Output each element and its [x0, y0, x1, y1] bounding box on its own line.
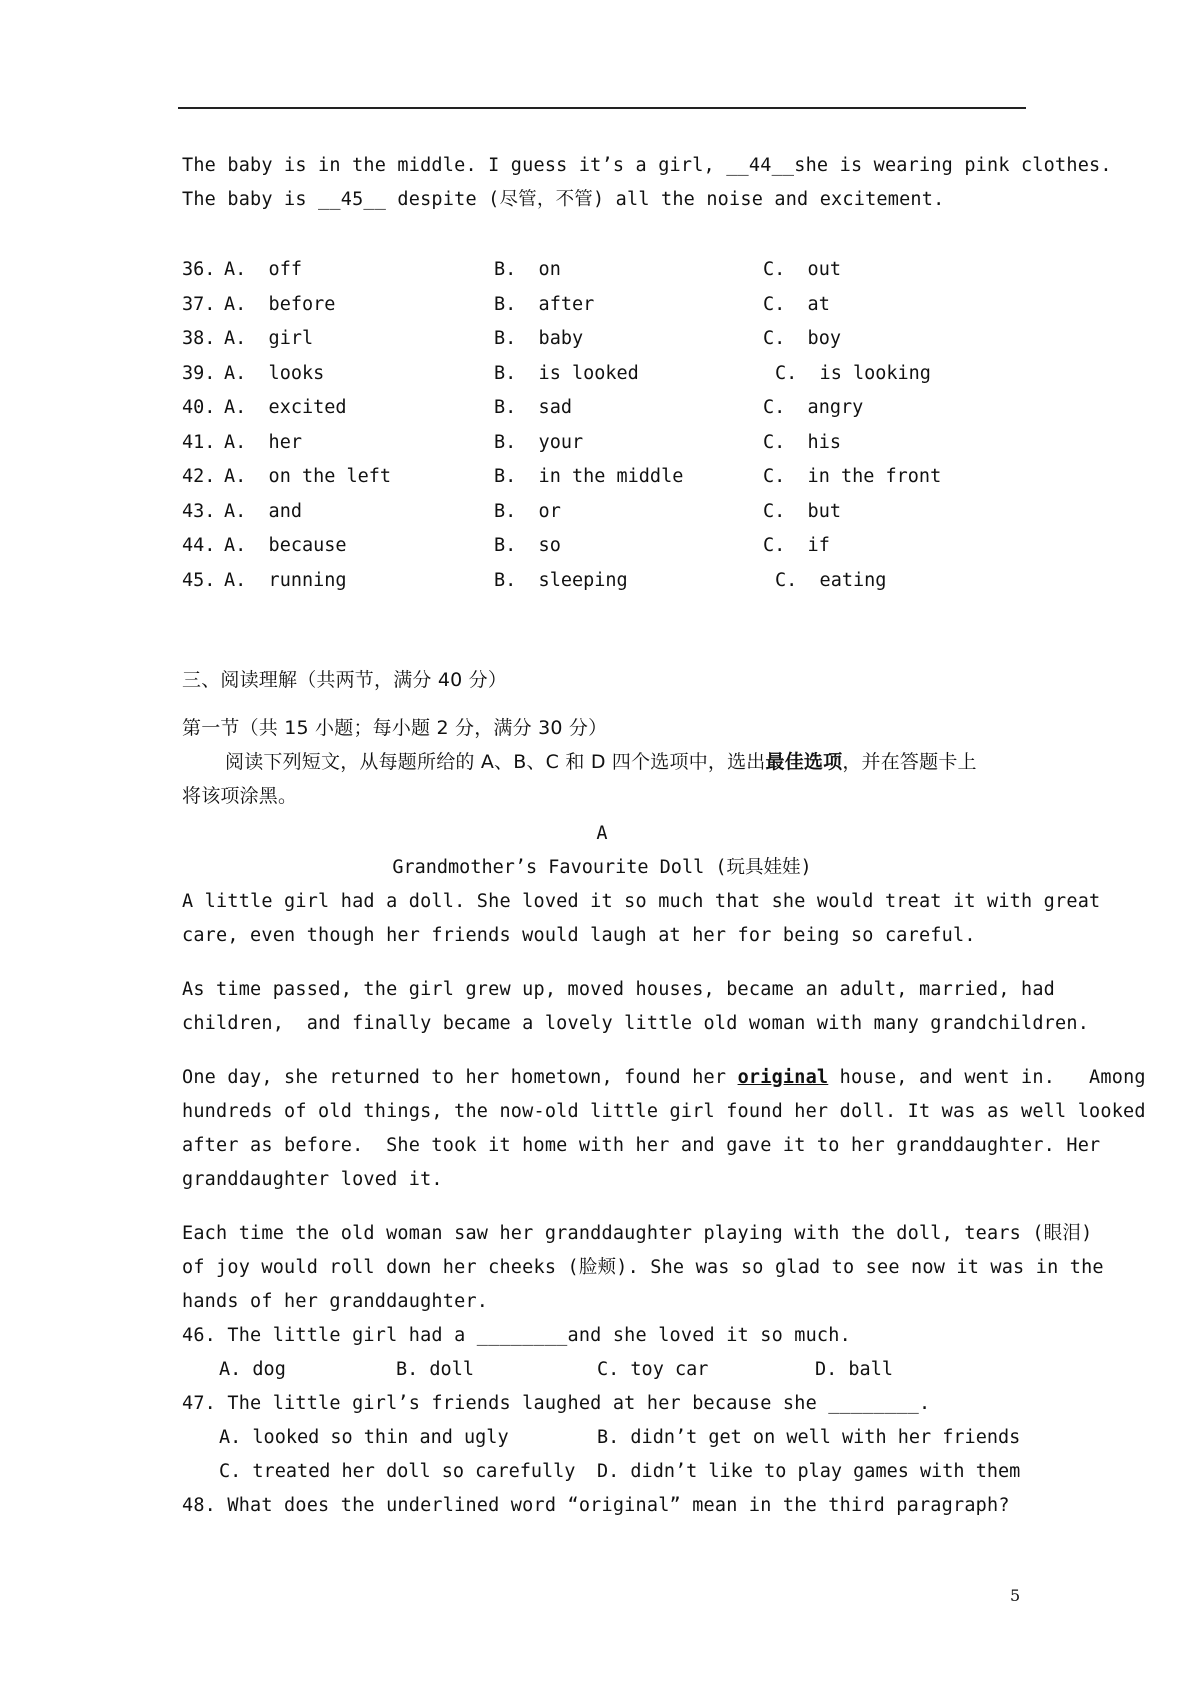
instructions: 阅读下列短文，从每题所给的 A、B、C 和 D 四个选项中，选出最佳选项，并在答题卡上 [225, 751, 977, 773]
cloze-option-number: 42. [182, 466, 216, 487]
cloze-option-c: C. boy [763, 328, 841, 349]
passage-line-44: The baby is in the middle. I guess it’s a girl, __44__she is wearing pink clothes. [182, 155, 1112, 176]
cloze-option-c: C. at [763, 293, 830, 315]
cloze-option-number: 41. [182, 431, 216, 453]
question-46: 46. The little girl had a ________and she loved it so much. [182, 1325, 851, 1346]
cloze-option-number: 36. [182, 259, 216, 280]
cloze-option-c: C. eating [775, 569, 887, 591]
cloze-option-number: 38. [182, 328, 216, 349]
cloze-option-a: A. excited [224, 397, 347, 418]
cloze-option-number: 37. [182, 293, 216, 315]
cloze-option-c: C. but [763, 500, 841, 522]
cloze-option-number: 44. [182, 535, 216, 556]
p2-line1: As time passed, the girl grew up, moved houses, became an adult, married, had [182, 979, 1056, 1000]
cloze-option-a: A. her [224, 431, 302, 453]
cloze-option-number: 45. [182, 569, 216, 591]
p3-line3: after as before. She took it home with her and gave it to her granddaughter. Her [182, 1135, 1101, 1156]
q47-option-c: C. treated her doll so carefully [219, 1461, 576, 1482]
cloze-option-c: C. if [763, 535, 830, 556]
cloze-option-number: 40. [182, 397, 216, 418]
cloze-option-a: A. girl [224, 328, 314, 349]
cloze-option-a: A. because [224, 535, 347, 556]
passage-label: A [596, 823, 608, 844]
p4-line3: hands of her granddaughter. [182, 1291, 489, 1312]
cloze-option-b: B. or [494, 500, 561, 522]
header-rule [178, 107, 1026, 109]
q47-option-a: A. looked so thin and ugly [219, 1427, 509, 1448]
q46-option-b: B. doll [396, 1359, 474, 1380]
instructions-line2: 将该项涂黑。 [182, 785, 298, 807]
cloze-option-a: A. before [224, 293, 336, 315]
cloze-option-c: C. is looking [775, 362, 931, 384]
cloze-option-c: C. angry [763, 397, 864, 418]
passage-title: Grandmother’s Favourite Doll (玩具娃娃) [392, 857, 812, 878]
passage-line-45: The baby is __45__ despite (尽管，不管) all the noise and excitement. [182, 189, 945, 210]
cloze-option-c: C. his [763, 431, 841, 453]
page-number: 5 [1010, 1586, 1021, 1605]
cloze-option-c: C. in the front [763, 466, 942, 487]
q46-option-d: D. ball [815, 1359, 893, 1380]
cloze-option-b: B. after [494, 293, 595, 315]
part-title: 第一节（共 15 小题；每小题 2 分，满分 30 分） [182, 717, 608, 739]
p2-line2: children, and finally became a lovely little old woman with many grandchildren. [182, 1013, 1090, 1034]
p4-line1: Each time the old woman saw her granddaughter playing with the doll, tears (眼泪) [182, 1223, 1093, 1244]
question-47: 47. The little girl’s friends laughed at her because she ________. [182, 1393, 931, 1414]
cloze-option-c: C. out [763, 259, 841, 280]
p1-line1: A little girl had a doll. She loved it so much that she would treat it with great [182, 891, 1101, 912]
cloze-option-b: B. sad [494, 397, 572, 418]
cloze-option-a: A. off [224, 259, 302, 280]
cloze-option-number: 43. [182, 500, 216, 522]
p3-line1: One day, she returned to her hometown, found her original house, and went in. Among [182, 1067, 1146, 1088]
cloze-option-b: B. your [494, 431, 584, 453]
q46-option-c: C. toy car [597, 1359, 709, 1380]
cloze-option-b: B. sleeping [494, 569, 628, 591]
q47-option-b: B. didn’t get on well with her friends [597, 1427, 1021, 1448]
cloze-option-b: B. baby [494, 328, 584, 349]
underlined-word: original [737, 1067, 829, 1088]
question-48: 48. What does the underlined word “original” mean in the third paragraph? [182, 1495, 1010, 1516]
section-title: 三、阅读理解（共两节，满分 40 分） [182, 669, 508, 691]
instructions-emphasis: 最佳选项 [765, 751, 843, 773]
cloze-option-b: B. in the middle [494, 466, 684, 487]
cloze-option-b: B. on [494, 259, 561, 280]
p3-line2: hundreds of old things, the now-old little girl found her doll. It was as well looked [182, 1101, 1146, 1122]
cloze-option-a: A. on the left [224, 466, 392, 487]
q46-option-a: A. dog [219, 1359, 286, 1380]
cloze-option-b: B. is looked [494, 362, 639, 384]
p3-line4: granddaughter loved it. [182, 1169, 443, 1190]
cloze-option-a: A. and [224, 500, 302, 522]
cloze-option-a: A. looks [224, 362, 325, 384]
p4-line2: of joy would roll down her cheeks (脸颊). She was so glad to see now it was in the [182, 1257, 1104, 1278]
cloze-option-number: 39. [182, 362, 216, 384]
cloze-option-a: A. running [224, 569, 347, 591]
q47-option-d: D. didn’t like to play games with them [597, 1461, 1021, 1482]
p1-line2: care, even though her friends would laugh at her for being so careful. [182, 925, 976, 946]
cloze-option-b: B. so [494, 535, 561, 556]
